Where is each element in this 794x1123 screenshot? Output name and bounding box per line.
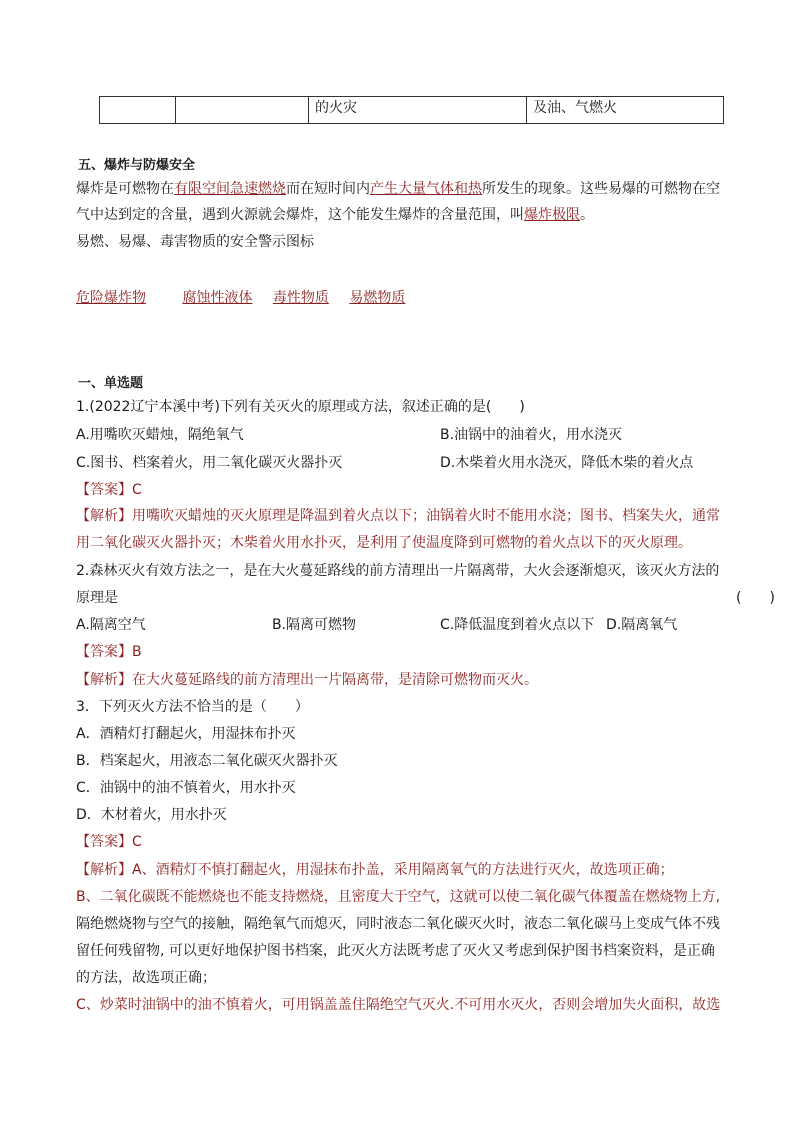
question-stem: 1.(2022辽宁本溪中考)下列有关灭火的原理或方法，叙述正确的是( ) <box>76 399 525 415</box>
explanation-tag: 【解析】 <box>76 672 132 688</box>
hazard-label: 腐蚀性液体 <box>182 290 253 306</box>
explanation-line <box>76 861 674 879</box>
explanation-tag: 【解析】 <box>76 862 132 878</box>
explanation-tag: 【解析】 <box>76 508 132 524</box>
option: D.木柴着火用水浇灭，降低木柴的着火点 <box>440 455 694 471</box>
key-term: 产生大量气体和热 <box>370 181 482 197</box>
option: A.隔离空气 <box>76 617 146 633</box>
text: 用嘴吹灭蜡烛的灭火原理是降温到着火点以下；油锅着火时不能用水浇；图书、档案失火，通常 <box>132 508 720 524</box>
explanation-line: C、炒菜时油锅中的油不慎着火，可用锅盖盖住隔绝空气灭火.不可用水灭火，否则会增加失火面积，故选 <box>76 997 721 1013</box>
option: A.用嘴吹灭蜡烛，隔绝氧气 <box>76 427 244 443</box>
option: B.隔离可燃物 <box>272 617 357 633</box>
text: A、酒精灯不慎打翻起火，用湿抹布扑盖，采用隔离氧气的方法进行灭火，故选项正确； <box>132 862 674 878</box>
table-cell: 及油、气燃火 <box>527 97 724 124</box>
table-cell <box>176 97 309 124</box>
answer: 【答案】C <box>76 834 142 850</box>
hazard-label: 毒性物质 <box>272 290 329 306</box>
explanation-line: 留任何残留物, 可以更好地保护图书档案，此灭火方法既考虑了灭火又考虑到保护图书档案资料，是正确 <box>76 943 715 959</box>
question-stem: 原理是 <box>76 590 118 606</box>
table-row <box>100 97 724 124</box>
text: 在大火蔓延路线的前方清理出一片隔离带，是清除可燃物而灭火。 <box>132 672 538 688</box>
option: C.降低温度到着火点以下 <box>440 617 595 633</box>
explanation-line: 用二氧化碳灭火器扑灭；木柴着火用水扑灭，是利用了使温度降到可燃物的着火点以下的灭火原理。 <box>76 535 692 551</box>
table-cell <box>100 97 176 124</box>
option: C.图书、档案着火，用二氧化碳灭火器扑灭 <box>76 455 343 471</box>
answer: 【答案】C <box>76 482 142 498</box>
paragraph-line: 易燃、易爆、毒害物质的安全警示图标 <box>76 234 314 250</box>
question-stem: 3．下列灭火方法不恰当的是（ ） <box>76 699 309 715</box>
text: 气中达到定的含量，遇到火源就会爆炸，这个能发生爆炸的含量范围，叫 <box>76 207 524 223</box>
paragraph-line <box>76 180 720 198</box>
hazard-label: 危险爆炸物 <box>76 290 146 306</box>
option: D．木材着火，用水扑灭 <box>76 807 227 823</box>
key-term: 爆炸极限 <box>524 207 580 223</box>
text: 而在短时间内 <box>286 181 370 197</box>
explanation-line: 的方法，故选项正确； <box>76 970 216 986</box>
answer: 【答案】B <box>76 644 142 660</box>
option: A．酒精灯打翻起火，用湿抹布扑灭 <box>76 726 296 742</box>
explanation-line <box>76 671 538 689</box>
text: 所发生的现象。这些易爆的可燃物在空 <box>482 181 720 197</box>
explanation-line: 隔绝燃烧物与空气的接触，隔绝氧气而熄灭，同时液态二氧化碳灭火时，液态二氧化碳马上变成气体不残 <box>76 916 720 932</box>
text: 。 <box>580 207 594 223</box>
question-stem: 2.森林灭火有效方法之一，是在大火蔓延路线的前方清理出一片隔离带，大火会逐渐熄灭，该灭火方法的 <box>76 563 720 579</box>
table-cell: 的火灾 <box>309 97 527 124</box>
answer-paren: ( ) <box>736 590 775 606</box>
option: B．档案起火，用液态二氧化碳灭火器扑灭 <box>76 753 338 769</box>
key-term: 有限空间急速燃烧 <box>174 181 286 197</box>
section-title: 五、爆炸与防爆安全 <box>78 158 196 173</box>
hazard-label: 易燃物质 <box>349 290 406 306</box>
explanation-line: B、二氧化碳既不能燃烧也不能支持燃烧，且密度大于空气，这就可以使二氧化碳气体覆盖在燃烧物上方, <box>76 889 721 905</box>
option: C．油锅中的油不慎着火，用水扑灭 <box>76 780 296 796</box>
explanation-line <box>76 507 720 525</box>
section-title: 一、单选题 <box>78 376 144 391</box>
paragraph-line <box>76 206 594 224</box>
hazard-icon-labels <box>76 289 405 307</box>
fire-class-table <box>99 96 724 124</box>
option: B.油锅中的油着火，用水浇灭 <box>440 427 623 443</box>
text: 爆炸是可燃物在 <box>76 181 174 197</box>
option: D.隔离氧气 <box>606 617 678 633</box>
